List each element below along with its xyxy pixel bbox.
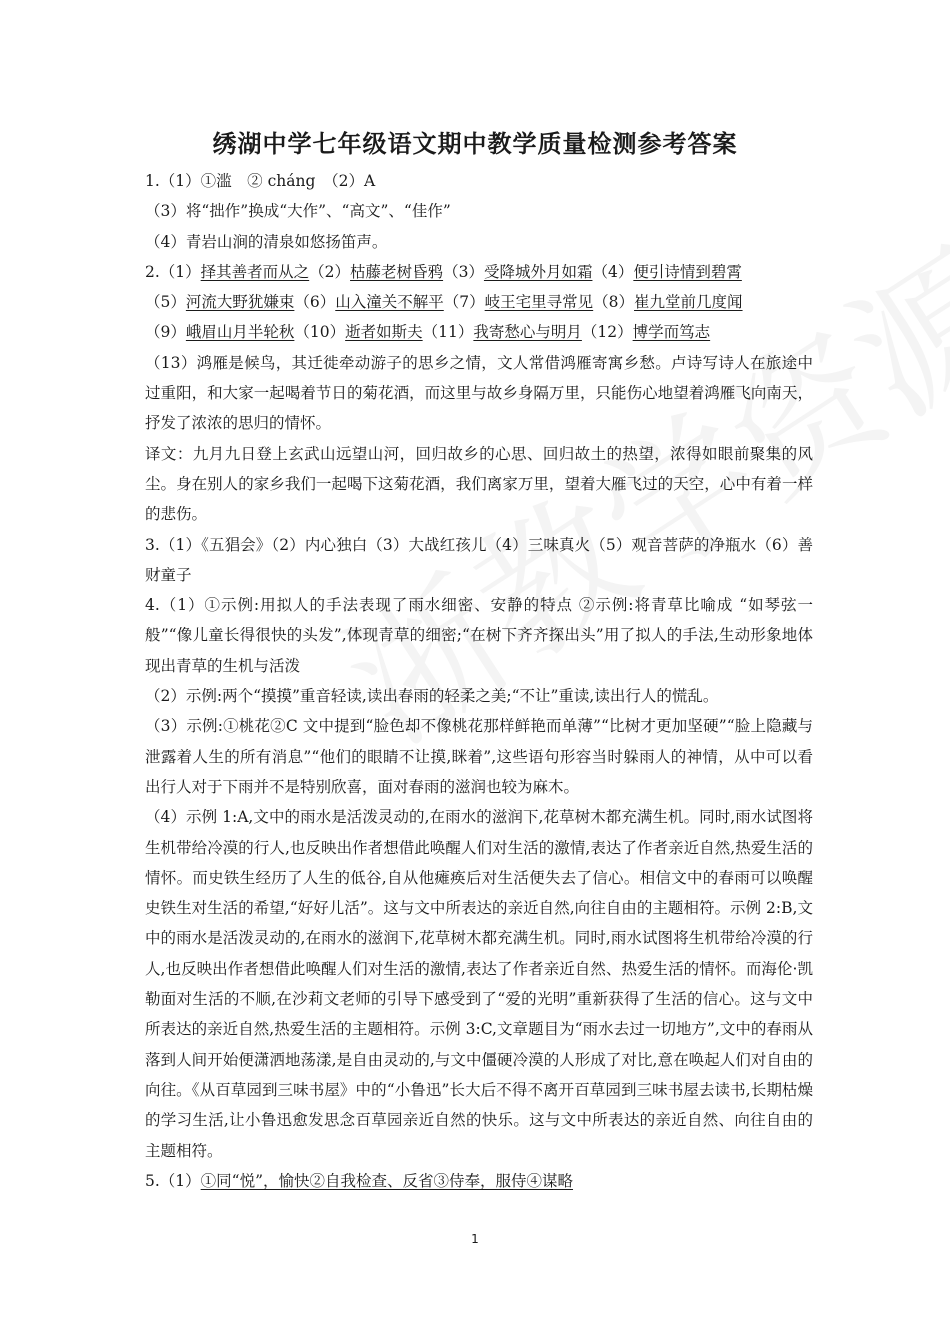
- q5-line: [145, 1166, 813, 1196]
- q2-answer: 我寄愁心与明月: [473, 323, 582, 342]
- q2-translation: 译文：九月九日登上玄武山远望山河，回归故乡的心思、回归故土的热望，浓得如眼前聚集的风尘。身在别人的家乡我们一起喝下这菊花酒，我们离家万里，望着大雁飞过的天空，心中有着一样的悲伤。: [145, 444, 813, 524]
- q2-answer: 受降城外月如霜: [483, 262, 593, 281]
- q3-answer: 3.（1）《五猖会》（2）内心独白（3）大战红孩儿（4）三味真火（5）观音菩萨的净瓶水（6）善财童子: [145, 535, 813, 584]
- q2-row-3: [145, 317, 813, 347]
- q5-answer: ①同“悦”，愉快②自我检查、反省③侍奉，服侍④谋略: [200, 1171, 574, 1190]
- q2-answer: 博学而笃志: [632, 323, 711, 342]
- q2-answer: 山入潼关不解平: [335, 293, 444, 312]
- q2-label: （5）: [145, 293, 186, 312]
- q2-label: （6）: [294, 293, 336, 312]
- q2-answer: 逝者如斯夫: [345, 323, 423, 342]
- q2-label: （8）: [593, 293, 635, 312]
- q2-label: 2.（1）: [145, 262, 201, 281]
- q2-row-1: [145, 257, 813, 287]
- q2-answer: 峨眉山月半轮秋: [185, 323, 295, 342]
- page-number: 1: [471, 1232, 479, 1246]
- q1-line-4: （4）青岩山涧的清泉如悠扬笛声。: [145, 232, 388, 251]
- q2-answer: 便引诗情到碧霄: [633, 262, 742, 281]
- q5-label: 5.（1）: [145, 1171, 201, 1190]
- q4-part-3: （3）示例:①桃花②C 文中提到“脸色却不像桃花那样鲜艳而单薄”“比树才更加坚硬”“脸上隐藏与泄露着人生的所有消息”“他们的眼睛不让摸,眯着”,这些语句形容当时躲雨人的神情，从中可以看出行人对于下雨并不是特别欣喜，面对春雨的滋润也较为麻木。: [145, 717, 813, 796]
- q2-answer: 枯藤老树昏鸦: [350, 262, 444, 281]
- q2-answer: 择其善者而从之: [200, 262, 310, 281]
- q2-row-2: [145, 287, 813, 317]
- q2-label: （9）: [145, 323, 186, 342]
- q2-answer: 崔九堂前几度闻: [634, 293, 743, 312]
- answer-body: [145, 166, 813, 1196]
- q2-label: （12）: [581, 323, 633, 342]
- q2-label: （3）: [443, 262, 484, 281]
- q2-label: （4）: [592, 262, 634, 281]
- page-title: 绣湖中学七年级语文期中教学质量检测参考答案: [212, 130, 738, 158]
- q1-line-3: （3）将“拙作”换成“大作”、“高文”、“佳作”: [145, 202, 451, 221]
- q1-line-1: 1.（1）①滥 ② cháng （2）A: [145, 172, 376, 190]
- q4-part-2: （2）示例:两个“摸摸”重音轻读,读出春雨的轻柔之美;“不让”重读,读出行人的慌乱。: [145, 687, 719, 706]
- q2-label: （10）: [294, 323, 346, 342]
- q4-part-4: （4）示例 1:A,文中的雨水是活泼灵动的,在雨水的滋润下,花草树木都充满生机。同时,雨水试图将生机带给冷漠的行人,也反映出作者想借此唤醒人们对生活的激情,表达了作者亲近自然,热爱生活的情怀。而史铁生经历了人生的低谷,自从他瘫痪后对生活便失去了信心。相信文中的春雨可以唤醒史铁生对生活的希望,“好好儿活”。这与文中所表达的亲近自然,向往自由的主题相符。示例 2:B,文中的雨水是活泼灵动的,在雨水的滋润下,花草树木都充满生机。同时,雨水试图将生机带给冷漠的行人,也反映出作者想借此唤醒人们对生活的激情,表达了作者亲近自然、热爱生活的情怀。而海伦·凯勒面对生活的不顺,在沙莉文老师的引导下感受到了“爱的光明”重新获得了生活的信心。这与文中所表达的亲近自然,热爱生活的主题相符。示例 3:C,文章题目为“雨水去过一切地方”,文中的春雨从落到人间开始便潇洒地荡漾,是自由灵动的,与文中僵硬冷漠的人形成了对比,意在唤起人们对自由的向往。《从百草园到三味书屋》中的“小鲁迅”长大后不得不离开百草园到三味书屋去读书,长期枯燥的学习生活,让小鲁迅愈发思念百草园亲近自然的快乐。这与文中所表达的亲近自然、向往自由的主题相符。: [145, 808, 813, 1160]
- q2-answer: 河流大野犹嫌束: [185, 293, 295, 312]
- q2-13-answer: （13）鸿雁是候鸟，其迁徙牵动游子的思乡之情，文人常借鸿雁寄寓乡愁。卢诗写诗人在旅途中过重阳，和大家一起喝着节日的菊花酒，而这里与故乡身隔万里，只能伤心地望着鸿雁飞向南天，抒发了浓浓的思归的情怀。: [145, 353, 813, 433]
- q4-part-1: 4.（1）①示例:用拟人的手法表现了雨水细密、安静的特点 ②示例:将青草比喻成 “如琴弦一般”“像儿童长得很快的头发”,体现青草的细密;“在树下齐齐探出头”用了拟人的手法,生动形象地体现出青草的生机与活泼: [145, 596, 813, 675]
- q2-label: （7）: [443, 293, 485, 312]
- q2-label: （11）: [422, 323, 474, 342]
- q2-label: （2）: [309, 262, 351, 281]
- q2-answer: 岐王宅里寻常见: [484, 293, 594, 312]
